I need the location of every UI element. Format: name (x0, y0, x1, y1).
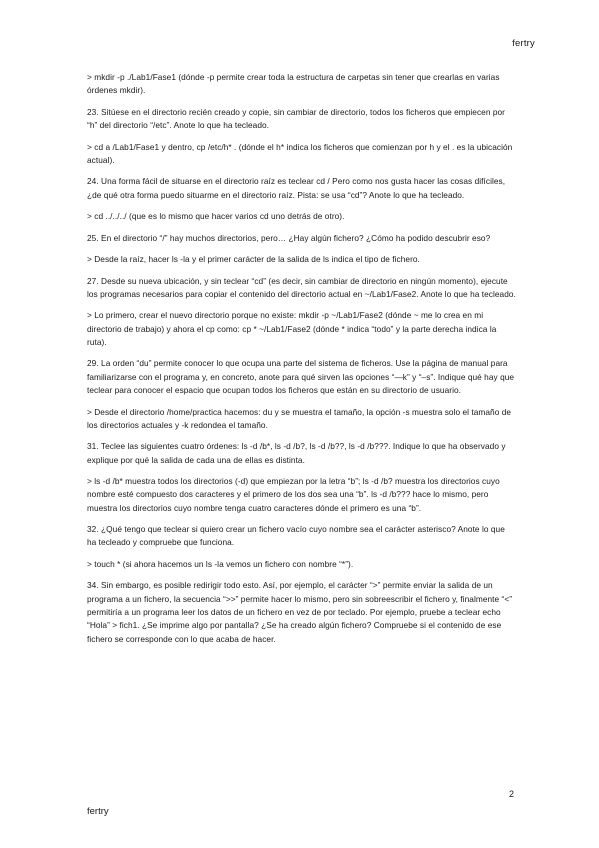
paragraph-question-23: 23. Sitúese en el directorio recién creado y copie, sin cambiar de directorio, todos los ficheros que empiecen por “h” del directorio “/etc”. Anote lo que ha tecleado. (87, 106, 505, 131)
document-body (87, 71, 516, 654)
paragraph-answer-27: > Lo primero, crear el nuevo directorio porque no existe: mkdir -p ~/Lab1/Fase2 (dónde ~ me lo crea en mi directorio de trabajo) y ahora el cp como: cp * ~/Lab1/Fase2 (dónde * indica “todo” y la parte derecha indica la ruta). (87, 310, 497, 347)
paragraph-question-34: 34. Sin embargo, es posible redirigir todo esto. Así, por ejemplo, el carácter “>” permite enviar la salida de un programa a un fichero, la secuencia “>>” permite hacer lo mismo, pero sin sobreescribir el fichero y, finalmente “<” permitiría a un programa leer los datos de un fichero en vez de por teclado. Por ejemplo, pruebe a teclear echo “Hola” > fich1. ¿Se imprime algo por pantalla? ¿Se ha creado algún fichero? Compruebe si el contenido de ese fichero se corresponde con lo que acaba de hacer. (87, 580, 513, 644)
paragraph-answer-25: > Desde la raíz, hacer ls -la y el primer carácter de la salida de ls indica el tipo de fichero. (87, 254, 420, 265)
paragraph-answer-31: > ls -d /b* muestra todos los directorios (-d) que empiezan por la letra “b”; ls -d /b? muestra los directorios cuyo nombre esté compuesto dos caracteres y el primero de los dos sea una “b”. ls -d /b??? hace lo mismo, pero muestra los directorios cuyo nombre tenga cuatro caracteres dónde el primero es una “b”. (87, 476, 500, 513)
paragraph-question-24: 24. Una forma fácil de situarse en el directorio raíz es teclear cd / Pero como nos gusta hacer las cosas difíciles, ¿de qué otra forma puedo situarme en el directorio raíz. Pista: se usa “cd”? Anote lo que ha tecleado. (87, 176, 506, 200)
paragraph-answer-32: > touch * (si ahora hacemos un ls -la vemos un fichero con nombre “*”). (87, 558, 354, 569)
paragraph-answer-23: > cd a /Lab1/Fase1 y dentro, cp /etc/h* . (dónde el h* indica los ficheros que comienzan por h y el . es la ubicación actual). (87, 141, 513, 165)
paragraph-mkdir-answer: > mkdir -p ./Lab1/Fase1 (dónde -p permite crear toda la estructura de carpetas sin tener que crearlas en varias órdenes mkdir). (87, 72, 500, 96)
paragraph-question-29: 29. La orden “du” permite conocer lo que ocupa una parte del sistema de ficheros. Use la página de manual para familiarizarse con el programa y, en concreto, anote para qué sirven las opciones “—k” y “–s”. Indique qué hay que teclear para conocer el espacio que ocupan todos los ficheros que están en su directorio de usuario. (87, 358, 515, 396)
paragraph-answer-29: > Desde el directorio /home/practica hacemos: du y se muestra el tamaño, la opción -s muestra solo el tamaño de los directorios actuales y -k redondea el tamaño. (87, 406, 512, 430)
paragraph-question-31: 31. Teclee las siguientes cuatro órdenes: ls -d /b*, ls -d /b?, ls -d /b??, ls -d /b???. Indique lo que ha observado y explique por qué la salida de cada una de ellas es distinta. (87, 441, 506, 465)
footer-author: fertry (87, 806, 109, 817)
paragraph-question-32: 32. ¿Qué tengo que teclear si quiero crear un fichero vacío cuyo nombre sea el carácter asterisco? Anote lo que ha tecleado y compruebe que funciona. (87, 524, 505, 548)
paragraph-question-27: 27. Desde su nueva ubicación, y sin teclear “cd” (es decir, sin cambiar de directorio en ningún momento), ejecute los programas necesarios para copiar el contenido del directorio actual en ~/Lab1/Fase2. Anote lo que ha tecleado. (87, 275, 516, 299)
paragraph-question-25: 25. En el directorio “/” hay muchos directorios, pero… ¿Hay algún fichero? ¿Cómo ha podido descubrir eso? (87, 232, 491, 243)
page-number: 2 (508, 789, 514, 799)
header-author: fertry (512, 38, 535, 49)
paragraph-answer-24: > cd ../../../ (que es lo mismo que hacer varios cd uno detrás de otro). (87, 211, 345, 222)
